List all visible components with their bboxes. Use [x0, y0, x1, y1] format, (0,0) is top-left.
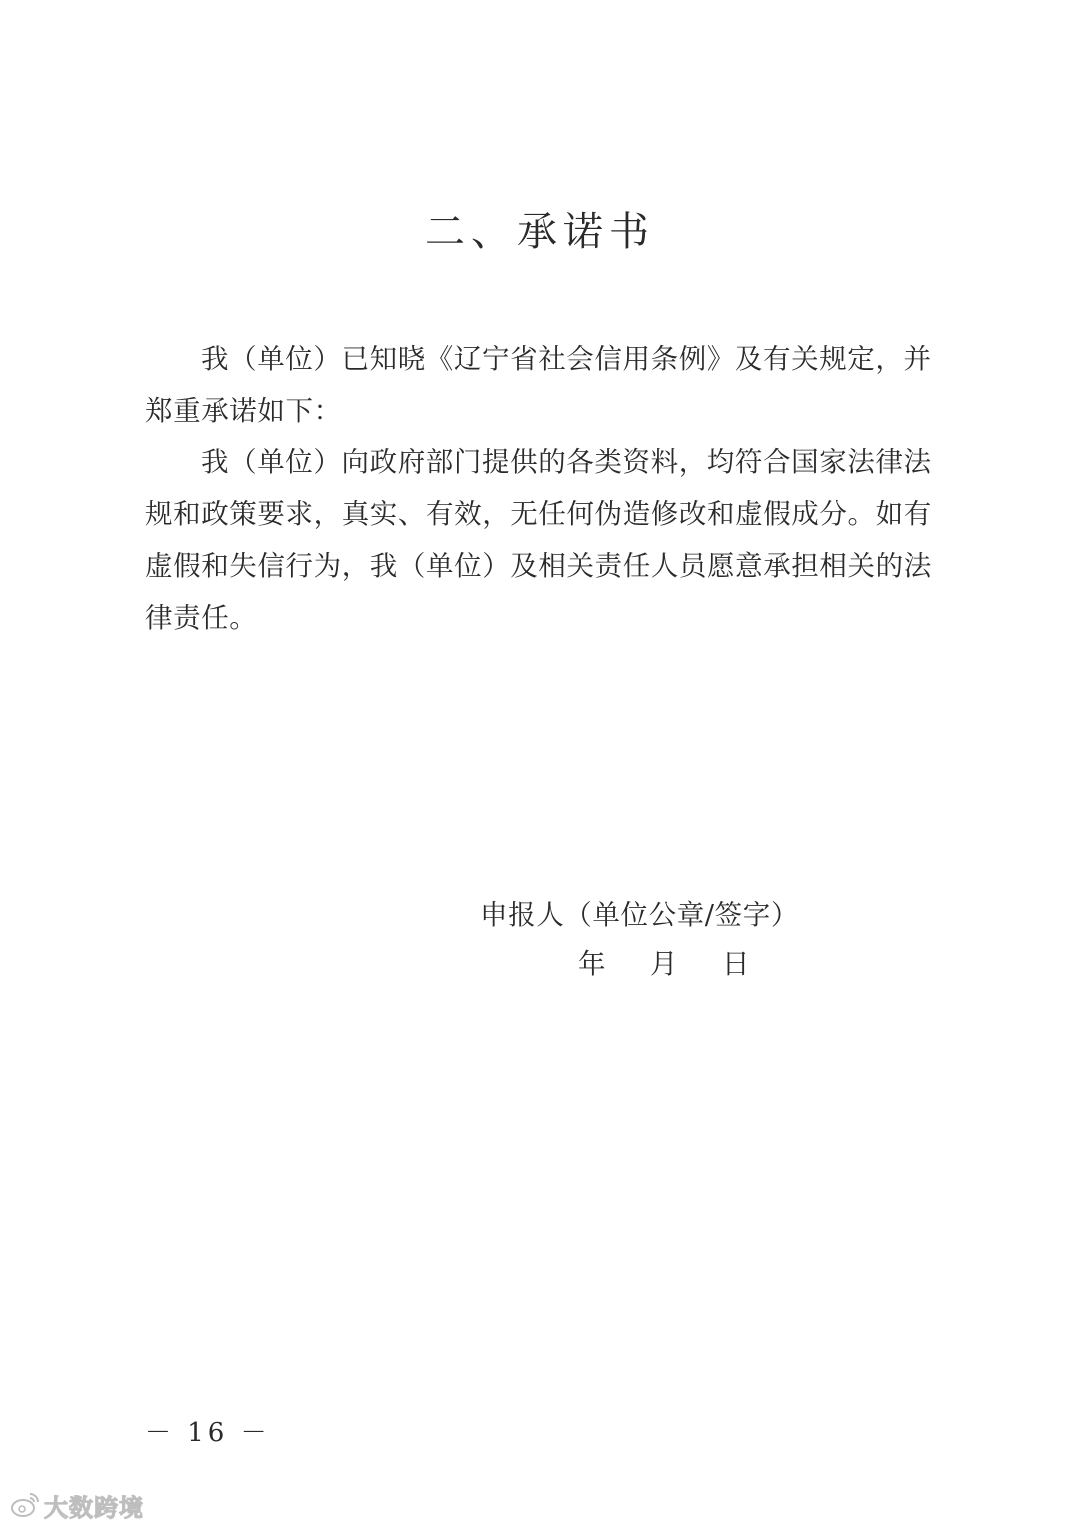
watermark-text: 大数跨境 — [44, 1493, 144, 1522]
date-year-label: 年 — [578, 948, 606, 980]
paragraph-2-line-1: 我（单位）向政府部门提供的各类资料，均符合国家法律法 — [201, 446, 932, 478]
page-number: － 16 － — [145, 1418, 271, 1448]
document-title: 二、承诺书 — [425, 209, 655, 255]
paragraph-2-line-3: 虚假和失信行为，我（单位）及相关责任人员愿意承担相关的法 — [145, 550, 932, 582]
date-day-label: 日 — [722, 948, 750, 980]
signature-label: 申报人（单位公章/签字） — [480, 899, 799, 931]
date-month-label: 月 — [650, 948, 678, 980]
paragraph-2-line-2: 规和政策要求，真实、有效，无任何伪造修改和虚假成分。如有 — [145, 498, 932, 530]
commitment-paragraph-1 — [145, 333, 945, 437]
paragraph-1-line-1: 我（单位）已知晓《辽宁省社会信用条例》及有关规定，并 — [201, 343, 932, 375]
watermark — [10, 1488, 144, 1522]
commitment-paragraph-2 — [145, 436, 945, 644]
weibo-style-logo-icon — [10, 1490, 40, 1520]
paragraph-1-line-2: 郑重承诺如下： — [145, 395, 342, 427]
paragraph-2-line-4: 律责任。 — [145, 602, 258, 634]
